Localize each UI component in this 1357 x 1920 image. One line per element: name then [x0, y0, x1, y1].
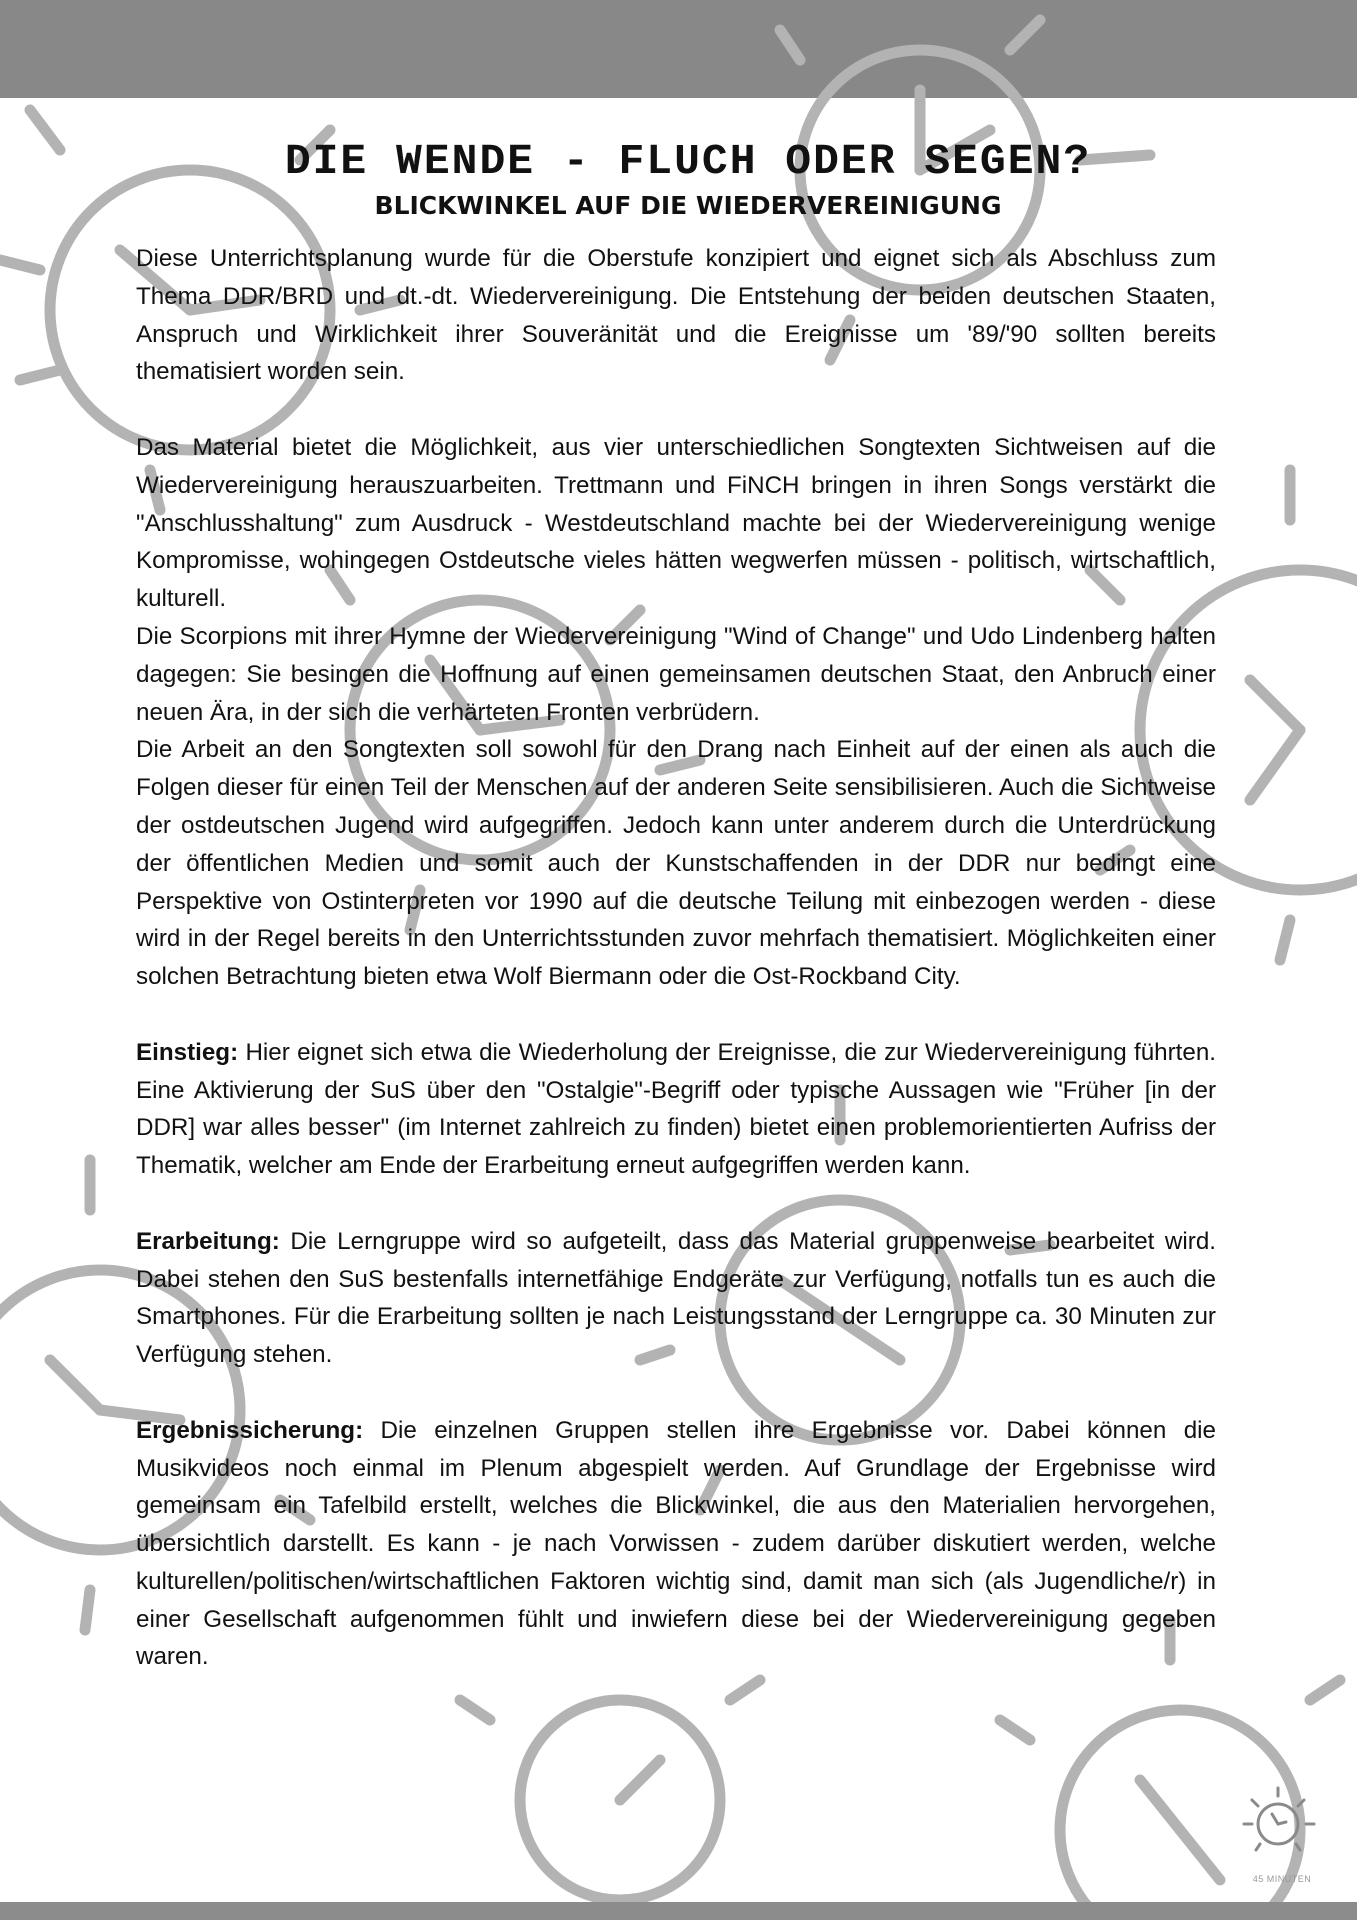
ergebnissicherung-label: Ergebnissicherung: — [136, 1416, 364, 1444]
body-text — [136, 240, 1216, 1676]
paragraph-intro: Diese Unterrichtsplanung wurde für die Oberstufe konzipiert und eignet sich als Abschluss zum Thema DDR/BRD und dt.-dt. Wiedervereinigung. Die Entstehung der beiden deutschen Staaten, Anspruch und Wirklichkeit ihrer Souveränität und die Ereignisse um '89/'90 sollten bereits thematisiert worden sein. — [136, 245, 1216, 386]
erarbeitung-text: Die Lerngruppe wird so aufgeteilt, dass das Material gruppenweise bearbeitet wird. Dabei stehen den SuS bestenfalls internetfähige Endgeräte zur Verfügung, notfalls tun es auch die Smartphones. Für die Erarbeitung sollten je nach Leistungsstand der Lerngruppe ca. 30 Minuten zur Verfügung stehen. — [136, 1227, 1216, 1369]
paragraph-arbeit: Die Arbeit an den Songtexten soll sowohl für den Drang nach Einheit auf der einen als auch die Folgen dieser für einen Teil der Menschen auf der anderen Seite sensibilisieren. Auch die Sichtweise der ostdeutschen Jugend wird aufgegriffen. Jedoch kann unter anderem durch die Unterdrückung der öffentlichen Medien und somit auch der Kunstschaffenden in der DDR nur bedingt eine Perspektive von Ostinterpreten vor 1990 auf die deutsche Teilung mit einbezogen werden - diese wird in der Regel bereits in den Unterrichtsstunden zuvor mehrfach thematisiert. Möglichkeiten einer solchen Betrachtung bieten etwa Wolf Biermann oder die Ost-Rockband City. — [136, 736, 1216, 991]
einstieg-text: Hier eignet sich etwa die Wiederholung der Ereignisse, die zur Wiedervereinigung führten. Eine Aktivierung der SuS über den "Ostalgie"-Begriff oder typische Aussagen wie "Früher [in der DDR] war alles besser" (im Internet zahlreich zu finden) bietet einen problemorientierten Aufriss der Thematik, welcher am Ende der Erarbeitung erneut aufgegriffen werden kann. — [136, 1038, 1216, 1180]
einstieg-label: Einstieg: — [136, 1038, 239, 1066]
ergebnissicherung-text: Die einzelnen Gruppen stellen ihre Ergebnisse vor. Dabei können die Musikvideos noch einmal im Plenum abgespielt werden. Auf Grundlage der Ergebnisse wird gemeinsam ein Tafelbild erstellt, welches die Blickwinkel, die aus den Materialien hervorgehen, übersichtlich darstellt. Es kann - je nach Vorwissen - zudem darüber diskutiert werden, welche kulturellen/politischen/wirtschaftlichen Faktoren wichtig sind, damit man sich (als Jugendliche/r) in einer Gesellschaft aufgenommen fühlt und inwiefern diese bei der Wiedervereinigung gegeben waren. — [136, 1416, 1216, 1671]
paragraph-erarbeitung — [136, 1223, 1216, 1374]
clock-icon — [460, 1680, 760, 1900]
paragraph-material: Das Material bietet die Möglichkeit, aus vier unterschiedlichen Songtexten Sichtweisen auf die Wiedervereinigung herauszuarbeiten. Trettmann und FiNCH bringen in ihren Songs verstärkt die "Anschlusshaltung" zum Ausdruck - Westdeutschland machte bei der Wiedervereinigung wenige Kompromisse, wohingegen Ostdeutsche vieles hätten wegwerfen müssen - politisch, wirtschaftlich, kulturell. — [136, 433, 1216, 613]
paragraph-einstieg — [136, 1034, 1216, 1185]
paragraph-scorpions: Die Scorpions mit ihrer Hymne der Wiedervereinigung "Wind of Change" und Udo Lindenberg halten dagegen: Sie besingen die Hoffnung auf einen gemeinsamen deutschen Staat, den Anbruch einer neuen Ära, in der sich die verhärteten Fronten verbrüdern. — [136, 622, 1216, 726]
footer-bar — [0, 1902, 1357, 1920]
duration-label: 45 MINUTEN — [1252, 1874, 1312, 1884]
document-body — [136, 136, 1216, 1676]
page-title: DIE WENDE - FLUCH ODER SEGEN? — [284, 137, 1092, 186]
paragraph-ergebnissicherung — [136, 1412, 1216, 1677]
erarbeitung-label: Erarbeitung: — [136, 1227, 280, 1255]
page-subtitle: BLICKWINKEL AUF DIE WIEDERVEREINIGUNG — [374, 191, 1002, 220]
